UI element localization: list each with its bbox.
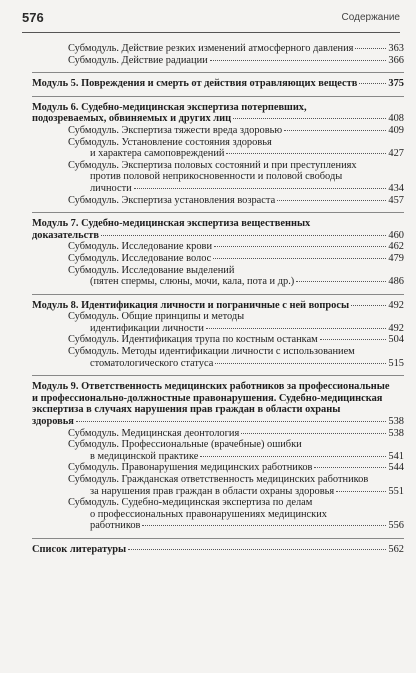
divider <box>32 212 404 213</box>
toc-entry[interactable] <box>32 137 404 160</box>
entry-page: 457 <box>388 194 404 206</box>
dot-leader <box>320 339 386 340</box>
module-title-line: подозреваемых, обвиняемых и других лиц <box>32 113 232 125</box>
toc-entry[interactable] <box>32 311 404 334</box>
references-page: 562 <box>388 543 404 555</box>
dot-leader <box>336 491 386 492</box>
dot-leader <box>355 48 386 49</box>
toc-module-8[interactable] <box>32 300 404 312</box>
dot-leader <box>314 467 386 468</box>
page-number: 576 <box>22 10 44 25</box>
entry-text: Субмодуль. Идентификация трупа по костным останкам <box>68 334 318 346</box>
dot-leader <box>128 549 386 550</box>
entry-text-cont: в медицинской практике <box>90 450 199 462</box>
entry-text: Субмодуль. Методы идентификации личности с использованием <box>68 346 355 358</box>
entry-page: 363 <box>388 43 404 54</box>
module-title-line: доказательств <box>32 229 99 241</box>
entry-page: 462 <box>388 241 404 253</box>
module-title-line: Модуль 7. Судебно-медицинская экспертиза вещественных <box>32 218 311 230</box>
toc-entry[interactable] <box>32 497 404 532</box>
dot-leader <box>277 200 386 201</box>
entry-text: Субмодуль. Экспертиза тяжести вреда здоровью <box>68 124 283 136</box>
entry-page: 504 <box>388 334 404 346</box>
entry-text-cont: стоматологического статуса <box>90 357 214 369</box>
toc-entry[interactable] <box>32 474 404 497</box>
dot-leader <box>351 305 386 306</box>
module-page: 375 <box>388 78 404 90</box>
dot-leader <box>213 258 386 259</box>
dot-leader <box>101 235 386 236</box>
toc-entry[interactable] <box>32 160 404 195</box>
entry-text: Субмодуль. Установление состояния здоровья <box>68 136 272 148</box>
dot-leader <box>200 456 386 457</box>
toc-entry[interactable] <box>32 55 404 67</box>
divider <box>32 72 404 73</box>
entry-text-cont: идентификации личности <box>90 322 204 334</box>
toc-references[interactable] <box>32 544 404 556</box>
entry-text-cont: личности <box>90 182 132 194</box>
entry-page: 538 <box>388 427 404 439</box>
entry-page: 427 <box>388 148 404 160</box>
toc-module-9[interactable] <box>32 381 404 427</box>
dot-leader <box>206 328 386 329</box>
toc-entry[interactable] <box>32 334 404 346</box>
entry-text-cont: (пятен спермы, слюны, мочи, кала, пота и др.) <box>90 276 295 288</box>
entry-text-cont: за нарушения прав граждан в области охраны здоровья <box>90 485 335 497</box>
toc-entry[interactable] <box>32 462 404 474</box>
entry-page: 409 <box>388 124 404 136</box>
entry-text: Субмодуль. Правонарушения медицинских работников <box>68 462 313 474</box>
entry-text: Субмодуль. Судебно-медицинская экспертиза по делам <box>68 497 313 509</box>
module-title: Модуль 5. Повреждения и смерть от действия отравляющих веществ <box>32 78 358 90</box>
entry-page: 486 <box>388 276 404 288</box>
dot-leader <box>284 130 386 131</box>
toc-entry[interactable] <box>32 241 404 253</box>
entry-page: 556 <box>388 520 404 532</box>
toc-entry[interactable] <box>32 253 404 265</box>
module-title-line: Модуль 9. Ответственность медицинских работников за профессиональные <box>32 381 390 393</box>
entry-text: Субмодуль. Гражданская ответственность медицинских работников <box>68 474 369 485</box>
module-page: 408 <box>388 113 404 125</box>
toc-module-5[interactable] <box>32 78 404 90</box>
entry-text: Субмодуль. Действие радиации <box>68 54 208 66</box>
module-title-line: Модуль 6. Судебно-медицинская экспертиза потерпевших, <box>32 101 307 113</box>
toc-entry[interactable] <box>32 439 404 462</box>
module-title-line: и профессионально-должностные правонарушения. Судебно-медицинская <box>32 392 383 404</box>
dot-leader <box>76 421 386 422</box>
module-page: 538 <box>388 416 404 428</box>
entry-text: Субмодуль. Исследование волос <box>68 252 212 264</box>
toc-entry[interactable] <box>32 265 404 288</box>
toc-entry[interactable] <box>32 428 404 440</box>
entry-text: Субмодуль. Общие принципы и методы <box>68 311 245 323</box>
entry-text: Субмодуль. Профессиональные (врачебные) ошибки <box>68 439 302 451</box>
module-title: Модуль 8. Идентификация личности и пограничные с ней вопросы <box>32 299 350 311</box>
dot-leader <box>296 281 386 282</box>
dot-leader <box>233 118 386 119</box>
entry-text-cont: против половой неприкосновенности и половой свободы <box>90 171 343 183</box>
entry-text-cont: о профессиональных правонарушениях медицинских <box>90 508 327 520</box>
entry-text-cont: работников <box>90 520 141 532</box>
dot-leader <box>241 433 386 434</box>
entry-text-cont: и характера самоповреждений <box>90 148 225 160</box>
entry-text: Субмодуль. Экспертиза половых состояний и при преступлениях <box>68 159 357 171</box>
entry-page: 551 <box>388 485 404 497</box>
dot-leader <box>210 60 386 61</box>
toc-entry[interactable] <box>32 346 404 369</box>
toc-module-7[interactable] <box>32 218 404 241</box>
module-title-line: экспертиза в случаях нарушения прав граждан в области охраны <box>32 404 341 416</box>
toc-entry[interactable] <box>32 43 404 55</box>
running-title: Содержание <box>341 12 400 23</box>
divider <box>32 538 404 539</box>
table-of-contents <box>32 43 404 556</box>
entry-text: Субмодуль. Исследование выделений <box>68 264 235 276</box>
entry-text: Субмодуль. Действие резких изменений атмосферного давления <box>68 43 354 54</box>
dot-leader <box>215 363 386 364</box>
dot-leader <box>134 188 386 189</box>
entry-page: 479 <box>388 252 404 264</box>
divider <box>32 375 404 376</box>
entry-page: 544 <box>388 462 404 474</box>
entry-page: 492 <box>388 322 404 334</box>
module-page: 492 <box>388 299 404 311</box>
entry-page: 515 <box>388 357 404 369</box>
toc-entry[interactable] <box>32 125 404 137</box>
toc-entry[interactable] <box>32 195 404 207</box>
entry-page: 366 <box>388 54 404 66</box>
module-title-line: здоровья <box>32 416 74 428</box>
dot-leader <box>359 83 386 84</box>
divider <box>32 294 404 295</box>
dot-leader <box>142 525 386 526</box>
module-page: 460 <box>388 229 404 241</box>
toc-module-6[interactable] <box>32 102 404 125</box>
entry-text: Субмодуль. Медицинская деонтология <box>68 427 240 439</box>
entry-page: 541 <box>388 450 404 462</box>
divider <box>32 96 404 97</box>
entry-text: Субмодуль. Исследование крови <box>68 241 213 253</box>
dot-leader <box>214 246 386 247</box>
references-title: Список литературы <box>32 543 127 555</box>
page-header <box>22 10 400 33</box>
dot-leader <box>226 153 386 154</box>
entry-page: 434 <box>388 182 404 194</box>
entry-text: Субмодуль. Экспертиза установления возраста <box>68 194 276 206</box>
